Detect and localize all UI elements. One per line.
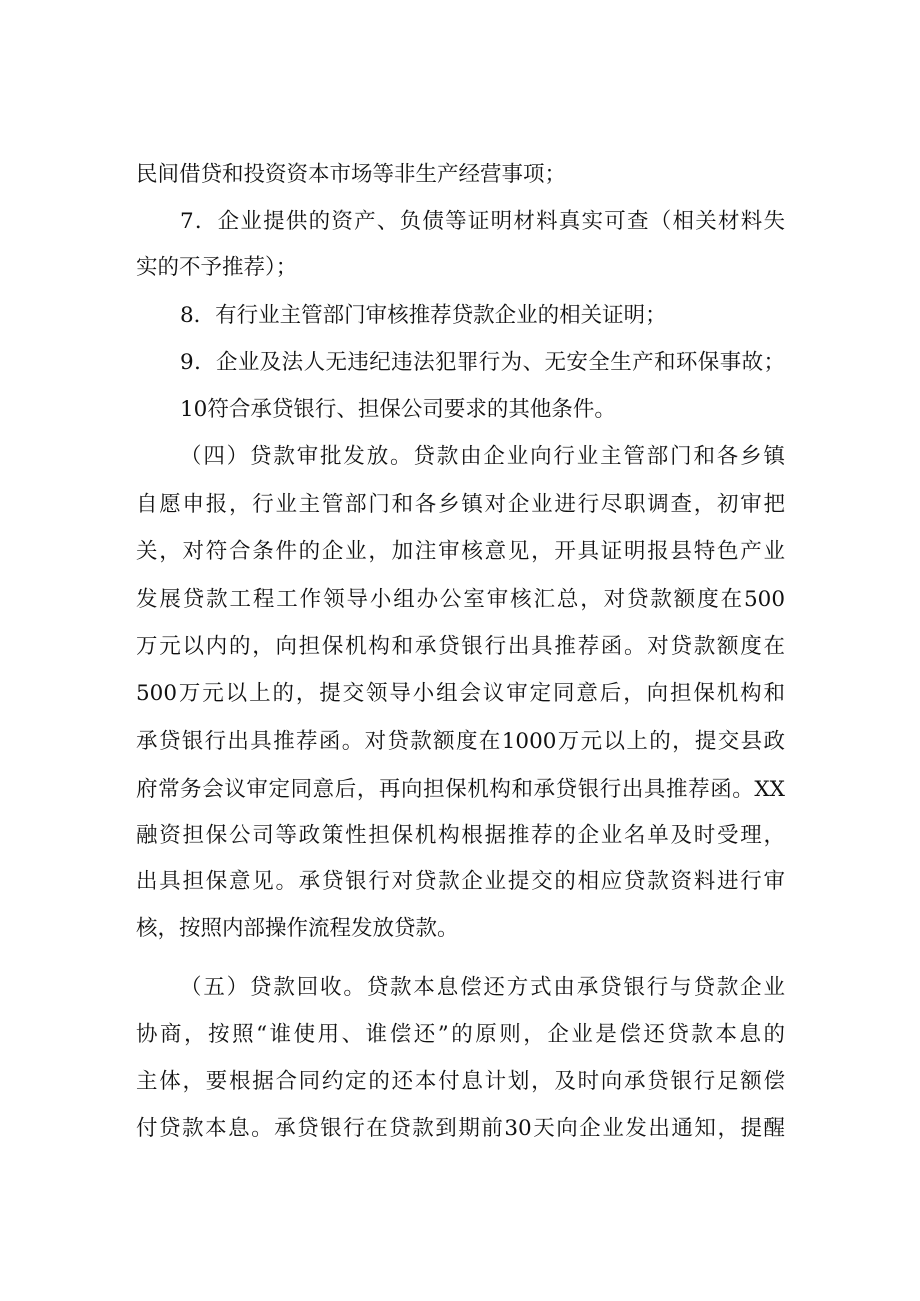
text-line: 核，按照内部操作流程发放贷款。: [136, 916, 459, 941]
text-line: 10符合承贷银行、担保公司要求的其他条件。: [180, 397, 616, 422]
text-line: 实的不予推荐）；: [136, 255, 298, 280]
text-line: 9．企业及法人无违纪违法犯罪行为、无安全生产和环保事故；: [180, 350, 785, 375]
text-line: 关，对符合条件的企业，加注审核意见，开具证明报县特色产业: [136, 539, 785, 564]
text-line: 融资担保公司等政策性担保机构根据推荐的企业名单及时受理，: [136, 823, 785, 848]
text-line: 府常务会议审定同意后，再向担保机构和承贷银行出具推荐函。XX: [136, 777, 785, 802]
text-line: 主体，要根据合同约定的还本付息计划，及时向承贷银行足额偿: [136, 1069, 785, 1094]
text-line: （四）贷款审批发放。贷款由企业向行业主管部门和各乡镇: [180, 444, 785, 469]
text-line: 发展贷款工程工作领导小组办公室审核汇总，对贷款额度在500: [136, 587, 785, 612]
text-line: 出具担保意见。承贷银行对贷款企业提交的相应贷款资料进行审: [136, 869, 785, 894]
text-line: 8．有行业主管部门审核推荐贷款企业的相关证明；: [180, 303, 667, 328]
text-line: 万元以内的，向担保机构和承贷银行出具推荐函。对贷款额度在: [136, 634, 785, 659]
text-line: 承贷银行出具推荐函。对贷款额度在1000万元以上的，提交县政: [136, 729, 785, 754]
text-line: 付贷款本息。承贷银行在贷款到期前30天向企业发出通知，提醒: [136, 1116, 785, 1141]
text-line: 500万元以上的，提交领导小组会议审定同意后，向担保机构和: [136, 681, 785, 706]
text-line: 自愿申报，行业主管部门和各乡镇对企业进行尽职调查，初审把: [136, 492, 785, 517]
text-line: 民间借贷和投资资本市场等非生产经营事项；: [136, 162, 567, 187]
text-line: （五）贷款回收。贷款本息偿还方式由承贷银行与贷款企业: [180, 975, 785, 1000]
text-line: 协商，按照“谁使用、谁偿还”的原则，企业是偿还贷款本息的: [136, 1022, 785, 1047]
text-line: 7．企业提供的资产、负债等证明材料真实可查（相关材料失: [180, 209, 785, 234]
